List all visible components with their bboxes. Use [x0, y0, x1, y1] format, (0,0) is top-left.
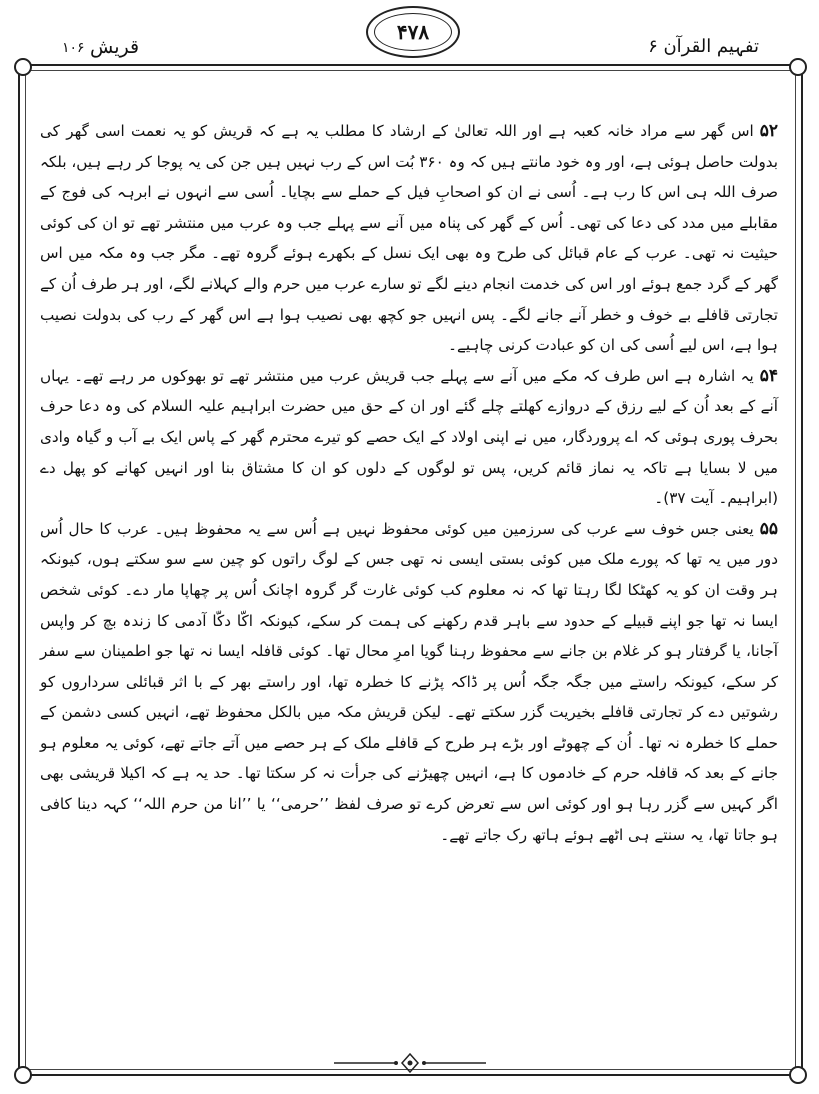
flourish-icon: [330, 1052, 490, 1074]
corner-ornament-top-right: [789, 58, 807, 76]
corner-ornament-bottom-left: [14, 1066, 32, 1084]
footnote: [40, 116, 778, 361]
book-title: تفہیم القرآن ۶: [648, 36, 759, 57]
footnote-text: یہ اشارہ ہے اس طرف کہ مکے میں آنے سے پہلے جب قریش عرب میں منتشر تھے تو بھوکوں مر رہے تھے۔ یہاں آنے کے بعد اُن کے لیے رزق کے دروازے کھلتے چلے گئے اور ان کے حق میں حضرت ابراہیم علیہ السلام کی وہ دعا حرف بحرف پوری ہوئی کہ اے پروردگار، میں نے اپنی اولاد کے ایک حصے کو تیرے محترم گھر کے پاس ایک بے آب و گیاہ وادی میں لا بسایا ہے تاکہ یہ نماز قائم کریں، پس تو لوگوں کے دلوں کو ان کا مشتاق بنا اور انہیں کھانے کو پھل دے (ابراہیم۔ آیت ۳۷)۔: [40, 366, 778, 508]
surah-number: ۱۰۶: [62, 40, 85, 56]
page-number: ۴۷۸: [374, 13, 452, 51]
footnote-marker: ۵۲: [759, 121, 778, 141]
corner-ornament-top-left: [14, 58, 32, 76]
page-number-seal: [366, 6, 460, 58]
footnote: [40, 514, 778, 851]
footnote-text: یعنی جس خوف سے عرب کی سرزمین میں کوئی محفوظ نہیں ہے اُس سے یہ محفوظ ہیں۔ عرب کا حال اُس دور میں یہ تھا کہ پورے ملک میں کوئی بستی ایسی نہ تھی جس کے لوگ راتوں کو چین سے سو سکتے ہوں، کیونکہ ہر وقت ان کو یہ کھٹکا لگا رہتا تھا کہ نہ معلوم کب کوئی غارت گر گروہ اچانک اُس پر چھاپا مار دے۔ کوئی شخص ایسا نہ تھا جو اپنے قبیلے کے حدود سے باہر قدم رکھنے کی ہمت کر سکے، کیونکہ اکّا دکّا آدمی کا زندہ بچ کر واپس آجانا، یا گرفتار ہو کر غلام بن جانے سے محفوظ رہنا گویا امرِ محال تھا۔ کوئی قافلہ ایسا نہ تھا جو اطمینان سے سفر کر سکے، کیونکہ راستے میں جگہ جگہ اُس پر ڈاکہ پڑنے کا خطرہ تھا، اور راستے بھر کے با اثر قبائلی سرداروں کو رشوتیں دے کر تجارتی قافلے بخیریت گزر سکتے تھے۔ لیکن قریش مکہ میں بالکل محفوظ تھے، انہیں کسی دشمن کے حملے کا خطرہ نہ تھا۔ اُن کے چھوٹے اور بڑے ہر طرح کے قافلے ملک کے ہر حصے میں آتے جاتے تھے، کوئی یہ معلوم ہو جانے کے بعد کہ قافلہ حرم کے خادموں کا ہے، انہیں چھیڑنے کی جرأت نہ کر سکتا تھا۔ حد یہ ہے کہ اکیلا قریشی بھی اگر کہیں سے گزر رہا ہو اور کوئی اس سے تعرض کرے تو صرف لفظ ’’حرمی‘‘ یا ’’انا من حرم اللہ‘‘ کہہ دینا کافی ہو جاتا تھا، یہ سنتے ہی اٹھے ہوئے ہاتھ رک جاتے تھے۔: [40, 519, 778, 844]
footnote: [40, 361, 778, 514]
surah-name: قریش: [90, 36, 140, 58]
footnote-text: اس گھر سے مراد خانہ کعبہ ہے اور اللہ تعالیٰ کے ارشاد کا مطلب یہ ہے کہ قریش کو یہ نعمت اسی گھر کی بدولت حاصل ہوئی ہے، اور وہ خود مانتے ہیں کہ وہ ۳۶۰ بُت اس کے رب نہیں ہیں جن کی یہ پوجا کر رہے ہیں، بلکہ صرف اللہ ہی اس کا رب ہے۔ اُسی نے ان کو اصحابِ فیل کے حملے سے بچایا۔ اُسی سے انہوں نے ابرہہ کی فوج کے مقابلے میں مدد کی دعا کی تھی۔ اُس کے گھر کی پناہ میں آنے سے پہلے جب وہ عرب میں منتشر تھے تو ان کی کوئی حیثیت نہ تھی۔ عرب کے عام قبائل کی طرح وہ بھی ایک نسل کے بکھرے ہوئے گروہ تھے۔ مگر جب وہ مکہ میں اس گھر کے گرد جمع ہوئے اور اس کی خدمت انجام دینے لگے تو سارے عرب میں حرم والے کہلانے لگے، اور ہر طرف اُن کے تجارتی قافلے بے خوف و خطر آنے جانے لگے۔ پس انہیں جو کچھ بھی نصیب ہوا ہے اس گھر کے رب کی بدولت نصیب ہوا ہے، اس لیے اُسی کی ان کو عبادت کرنی چاہیے۔: [40, 122, 778, 355]
footnote-marker: ۵۵: [759, 518, 778, 539]
footnote-marker: ۵۴: [759, 365, 778, 386]
commentary-text: [40, 116, 778, 850]
corner-ornament-bottom-right: [789, 1066, 807, 1084]
footer-ornament: [330, 1052, 490, 1074]
